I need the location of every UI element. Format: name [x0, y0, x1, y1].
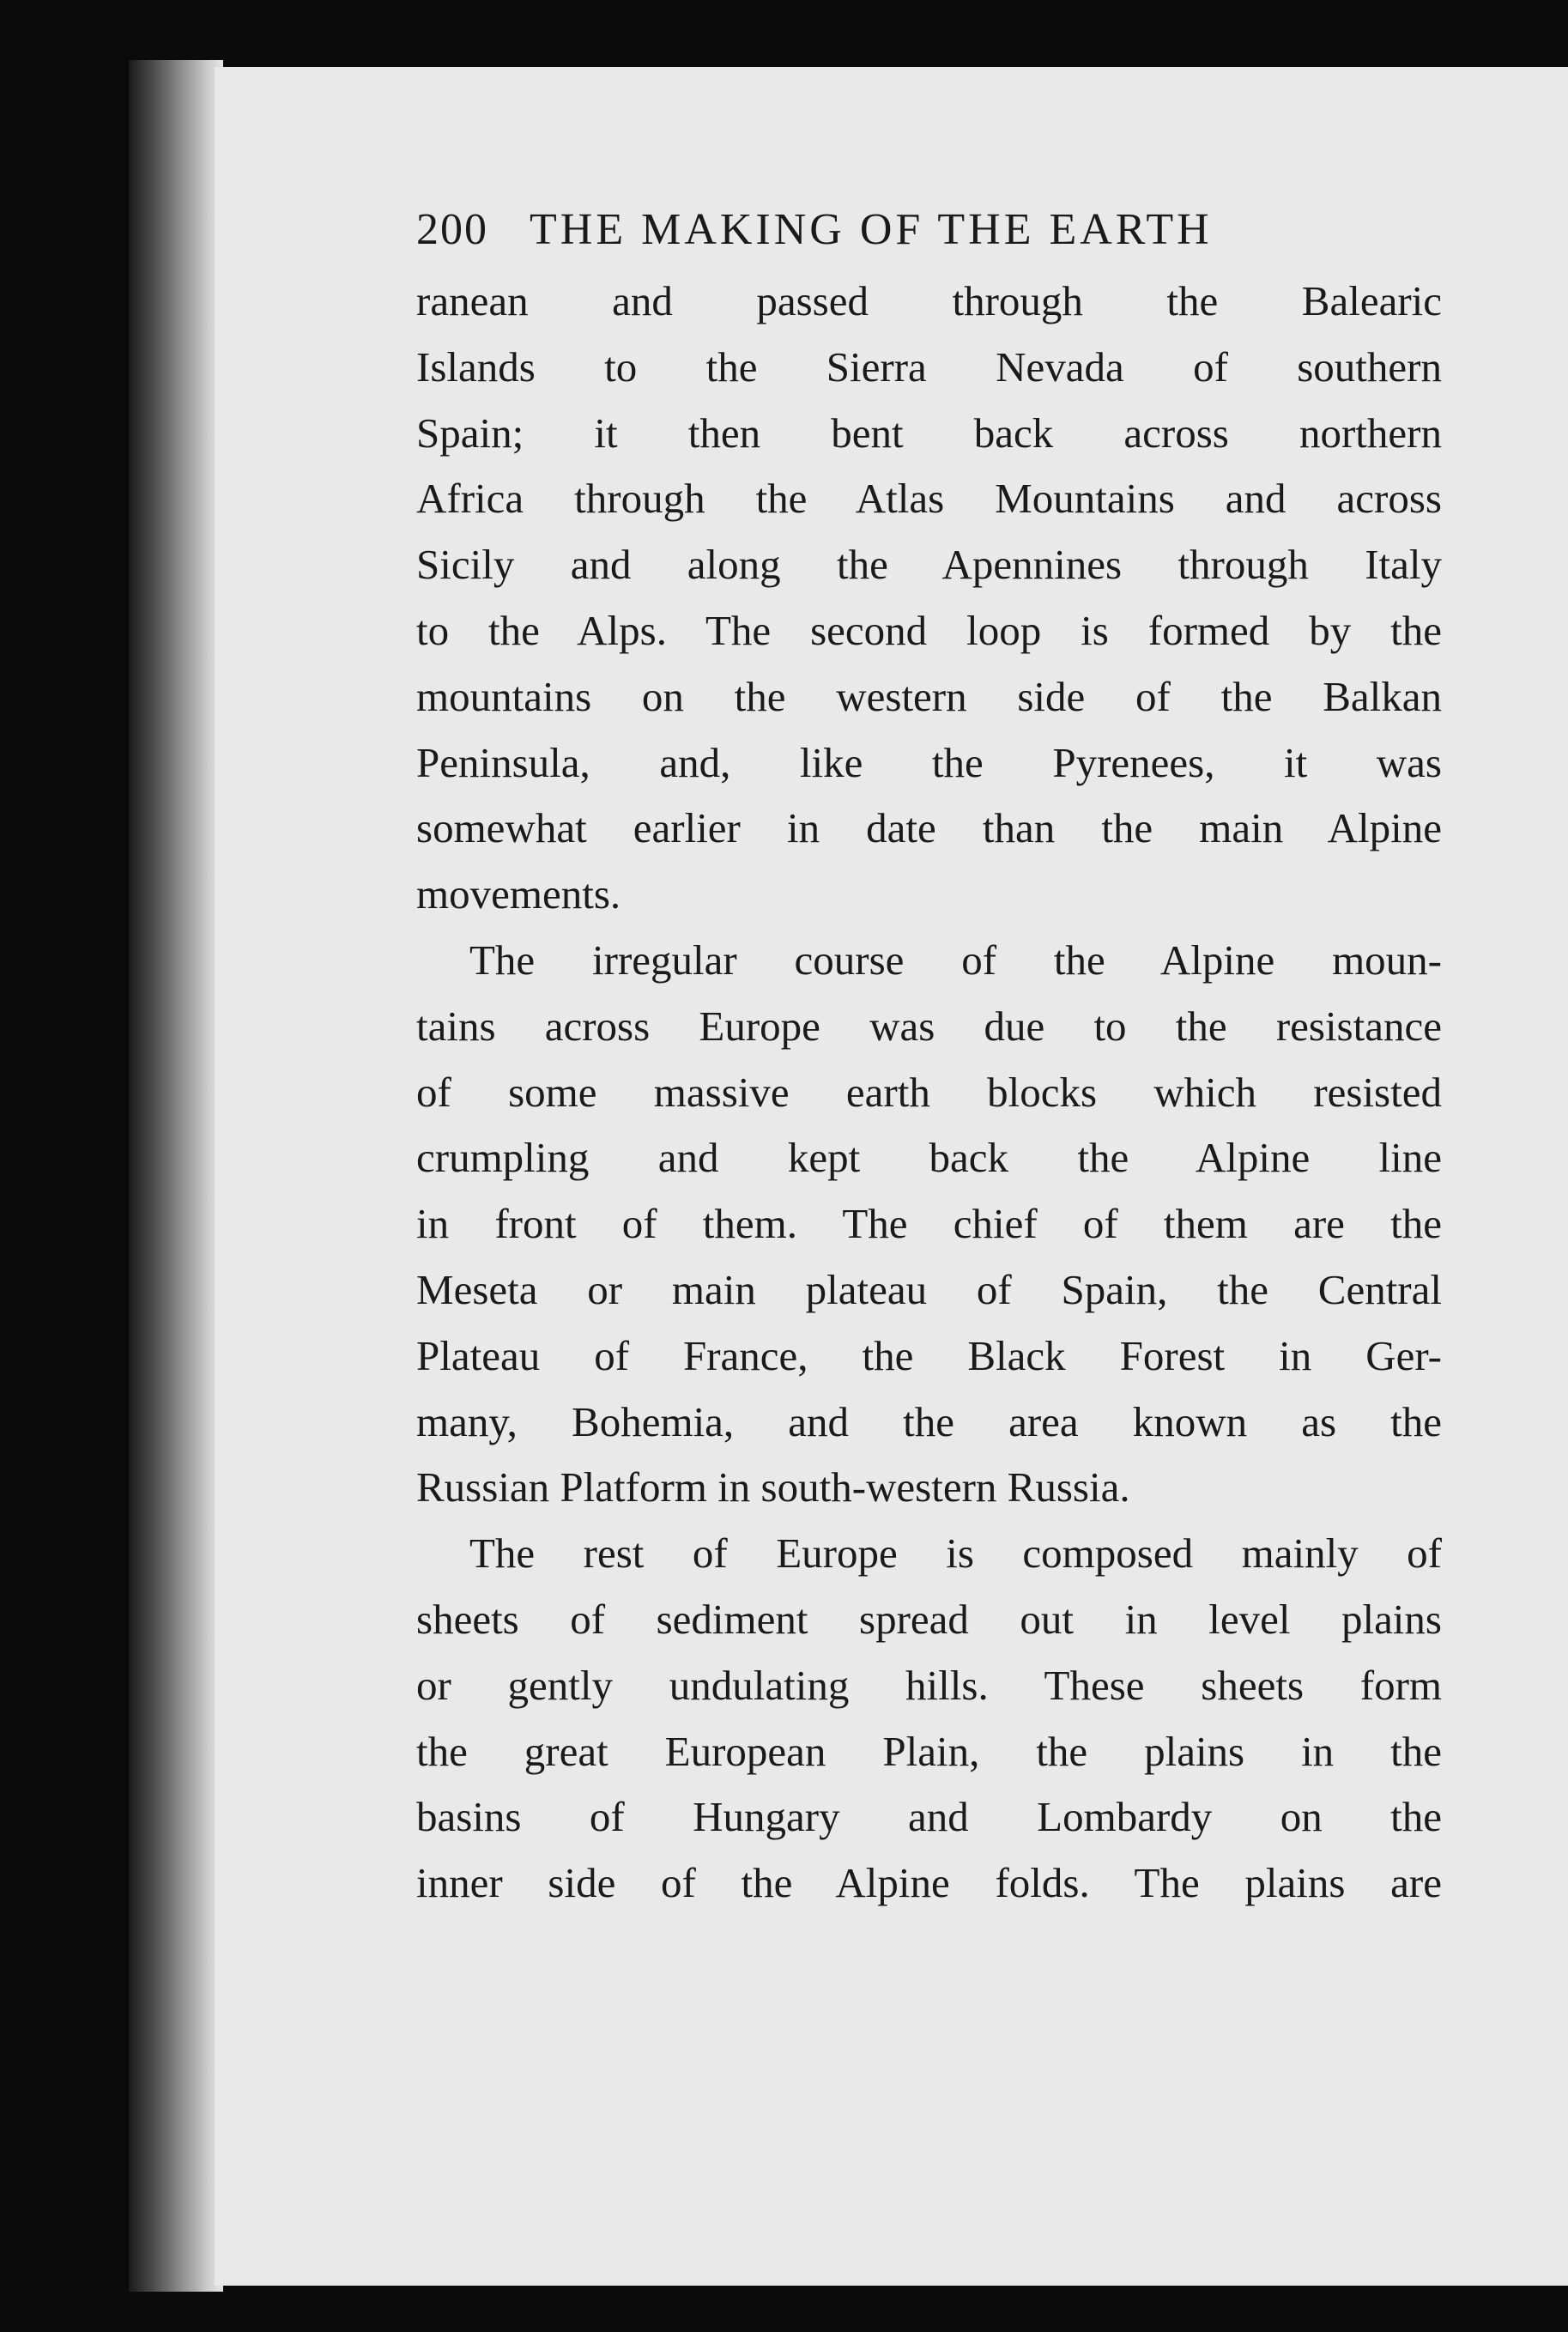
- text-line: Russian Platform in south-western Russia.: [416, 1463, 1130, 1511]
- text-line: tains across Europe was due to the resistance: [416, 1002, 1442, 1050]
- page-number: 200: [416, 205, 488, 254]
- body-text: [416, 269, 1442, 1917]
- text-line: The irregular course of the Alpine moun-: [469, 936, 1442, 984]
- text-line: sheets of sediment spread out in level plains: [416, 1595, 1442, 1643]
- page-content: [416, 191, 1442, 1917]
- running-title: THE MAKING OF THE EARTH: [530, 205, 1213, 254]
- text-line: Peninsula, and, like the Pyrenees, it was: [416, 738, 1442, 786]
- text-line: or gently undulating hills. These sheets form: [416, 1661, 1442, 1709]
- text-line: many, Bohemia, and the area known as the: [416, 1397, 1442, 1445]
- text-line: inner side of the Alpine folds. The plains are: [416, 1859, 1442, 1907]
- text-line: somewhat earlier in date than the main Alpine: [416, 804, 1442, 852]
- text-line: Sicily and along the Apennines through Italy: [416, 541, 1442, 589]
- text-line: basins of Hungary and Lombardy on the: [416, 1793, 1442, 1841]
- paragraph-3: [416, 1521, 1442, 1917]
- text-line: Spain; it then bent back across northern: [416, 409, 1442, 457]
- text-line: of some massive earth blocks which resisted: [416, 1068, 1442, 1116]
- paragraph-1: [416, 269, 1442, 928]
- paragraph-2: [416, 928, 1442, 1521]
- book-page: [215, 67, 1568, 2286]
- running-head: [416, 191, 1442, 269]
- text-line: in front of them. The chief of them are the: [416, 1200, 1442, 1248]
- text-line: Islands to the Sierra Nevada of southern: [416, 342, 1442, 391]
- text-line: the great European Plain, the plains in the: [416, 1727, 1442, 1775]
- text-line: The rest of Europe is composed mainly of: [469, 1529, 1442, 1578]
- text-line: to the Alps. The second loop is formed by the: [416, 606, 1442, 654]
- text-line: Africa through the Atlas Mountains and across: [416, 475, 1442, 523]
- text-line: mountains on the western side of the Balkan: [416, 672, 1442, 720]
- text-line: Plateau of France, the Black Forest in Ger-: [416, 1331, 1442, 1379]
- book-gutter: [129, 60, 223, 2292]
- text-line: crumpling and kept back the Alpine line: [416, 1134, 1442, 1182]
- text-line: movements.: [416, 870, 621, 918]
- text-line: ranean and passed through the Balearic: [416, 277, 1442, 324]
- text-line: Meseta or main plateau of Spain, the Central: [416, 1265, 1442, 1313]
